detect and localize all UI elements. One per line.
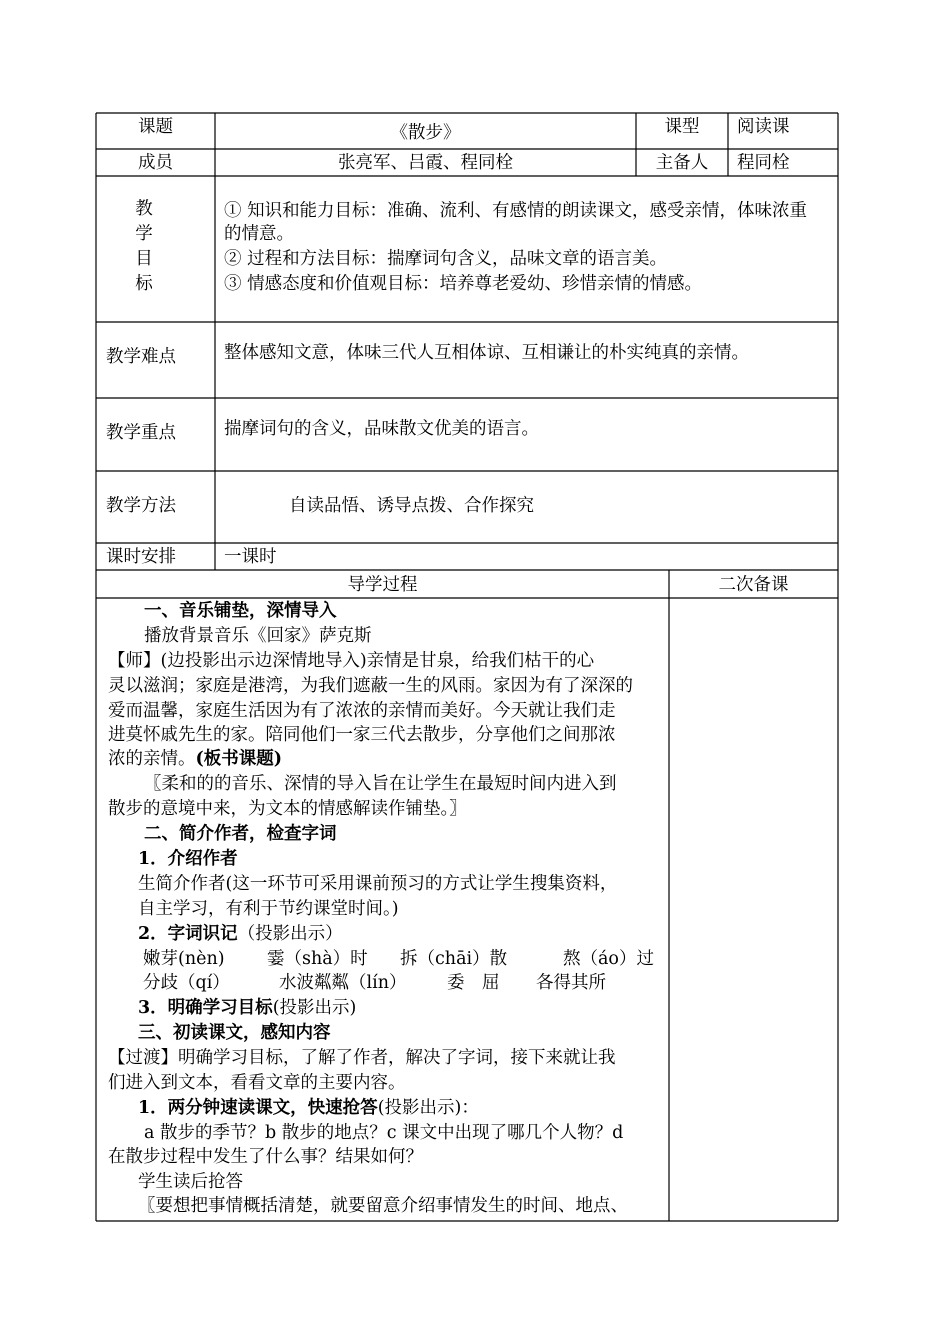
vocab-word: 霎（shà）时	[267, 949, 368, 969]
schedule-value: 一课时	[224, 547, 277, 567]
method-label: 教学方法	[106, 496, 176, 516]
section-2-item-1: 1．介绍作者	[138, 849, 238, 869]
vocab-word: 熬（áo）过	[563, 949, 654, 969]
difficulty-value: 整体感知文意，体味三代人互相体谅、互相谦让的朴实纯真的亲情。	[224, 343, 749, 363]
section-2-title: 二、简介作者，检查字词	[144, 824, 337, 844]
section-3-item-1: 1．两分钟速读课文，快速抢答(投影出示)：	[138, 1098, 479, 1118]
second-prep-label: 二次备课	[718, 575, 789, 595]
type-label: 课型	[664, 117, 700, 137]
goals-label: 教 学 目 标	[135, 199, 153, 294]
topic-label: 课题	[138, 117, 173, 137]
section-3-transition: 【过渡】明确学习目标，了解了作者，解决了字词，接下来就让我	[108, 1048, 616, 1068]
section-3-questions: a 散步的季节？b 散步的地点？c 课文中出现了哪几个人物？d	[144, 1123, 624, 1143]
members-label: 成员	[138, 153, 173, 173]
keypoints-label: 教学重点	[106, 423, 176, 443]
section-3-title: 三、初读课文，感知内容	[138, 1023, 331, 1043]
members-value: 张亮军、吕霞、程同栓	[338, 153, 513, 173]
section-3-answer: 学生读后抢答	[138, 1172, 243, 1192]
vocab-word: 委 屈	[447, 973, 500, 993]
method-value: 自读品悟、诱导点拨、合作探究	[289, 496, 534, 516]
section-3-note: 〖要想把事情概括清楚，就要留意介绍事情发生的时间、地点、	[138, 1196, 628, 1216]
vocab-word: 嫩芽(nèn)	[143, 949, 225, 969]
section-1-music: 播放背景音乐《回家》萨克斯	[144, 626, 372, 646]
goal-2: ② 过程和方法目标：揣摩词句含义，品味文章的语言美。	[224, 249, 668, 269]
vocab-word: 拆（chāi）散	[400, 949, 508, 969]
process-label: 导学过程	[347, 575, 418, 595]
section-1-para: 【师】(边投影出示边深情地导入)亲情是甘泉，给我们枯干的心	[108, 651, 595, 671]
section-2-item-3: 3．明确学习目标(投影出示)	[138, 998, 357, 1018]
schedule-label: 课时安排	[106, 547, 176, 567]
section-1-note: 〖柔和的的音乐、深情的导入旨在让学生在最短时间内进入到	[144, 774, 617, 794]
goal-1: ① 知识和能力目标：准确、流利、有感情的朗读课文，感受亲情，体味浓重	[224, 201, 808, 221]
vocab-word: 分歧（qí）	[143, 973, 230, 993]
lead-label: 主备人	[655, 153, 709, 173]
topic-value: 《散步》	[390, 123, 461, 143]
section-1-title: 一、音乐铺垫，深情导入	[144, 601, 337, 621]
vocab-word: 水波粼粼（lín）	[279, 973, 407, 993]
keypoints-value: 揣摩词句的含义，品味散文优美的语言。	[224, 419, 539, 439]
lead-value: 程同栓	[737, 153, 790, 173]
section-2-item-2: 2．字词识记（投影出示）	[138, 924, 343, 944]
goal-3: ③ 情感态度和价值观目标：培养尊老爱幼、珍惜亲情的情感。	[224, 274, 703, 294]
difficulty-label: 教学难点	[106, 347, 176, 367]
type-value: 阅读课	[737, 117, 790, 137]
vocab-word: 各得其所	[536, 973, 606, 993]
goal-1-cont: 的情意。	[224, 224, 294, 244]
